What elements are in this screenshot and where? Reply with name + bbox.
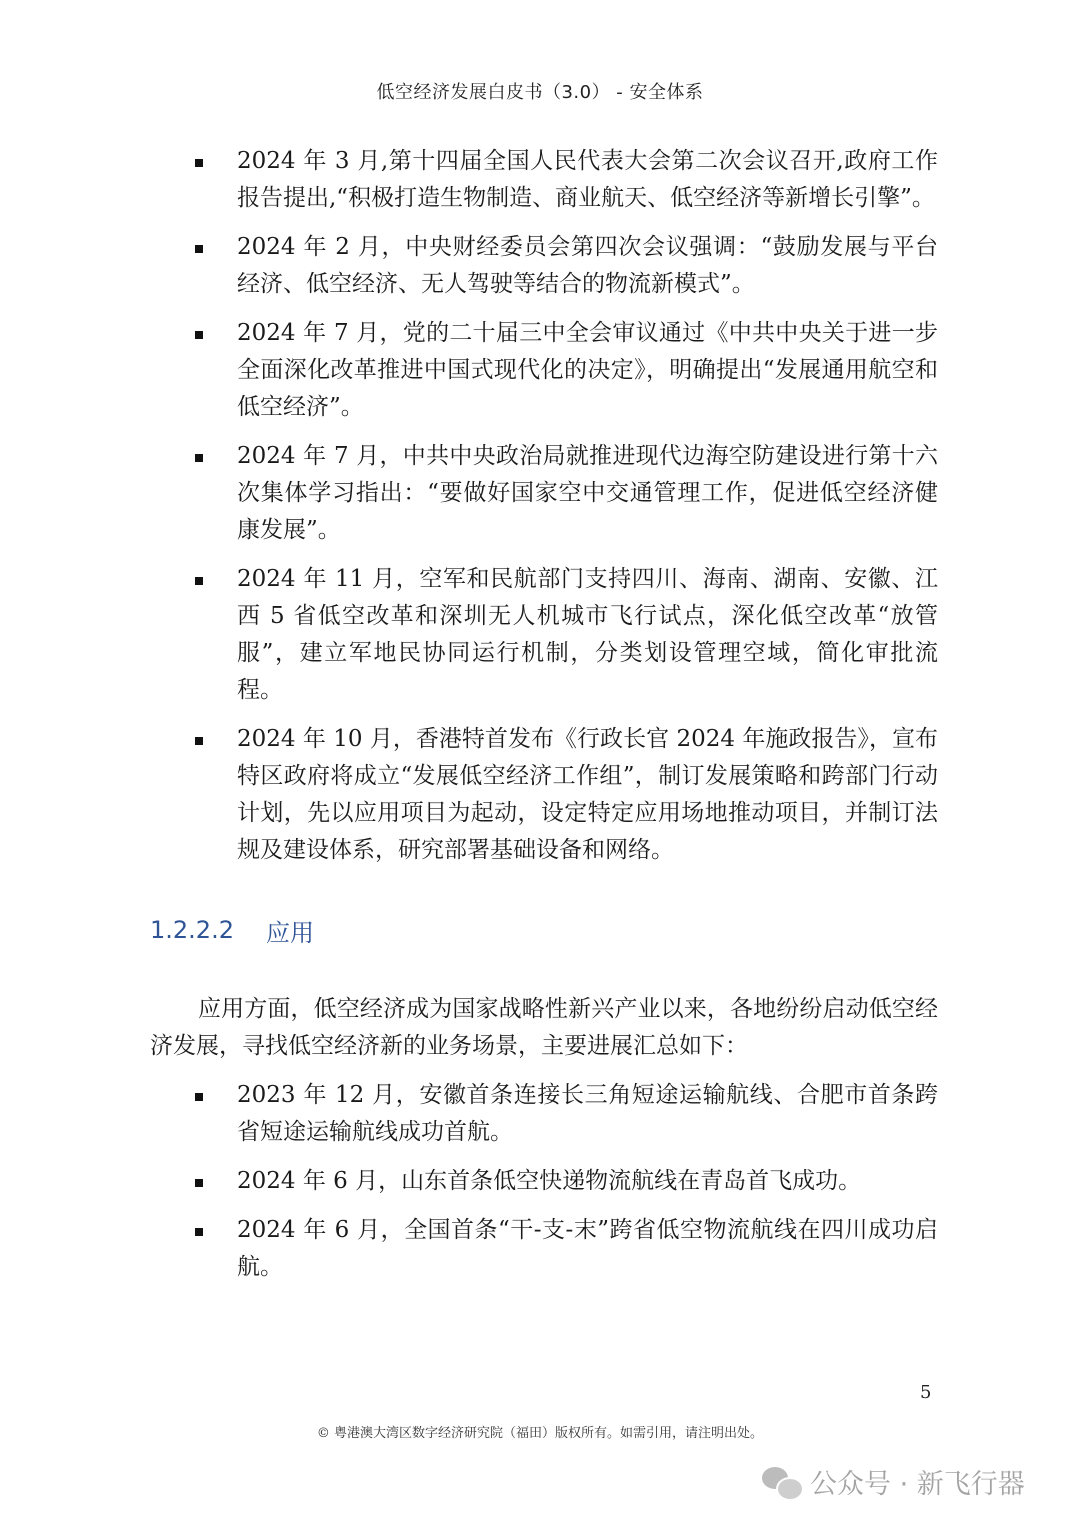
list-item bbox=[150, 1077, 938, 1151]
section-title: 应用 bbox=[266, 918, 314, 947]
intro-paragraph: 应用方面，低空经济成为国家战略性新兴产业以来，各地纷纷启动低空经济发展，寻找低空经济新的业务场景，主要进展汇总如下： bbox=[150, 996, 938, 1059]
square-bullet-icon bbox=[195, 159, 203, 167]
list-item bbox=[150, 438, 938, 549]
square-bullet-icon bbox=[195, 1093, 203, 1101]
list-item bbox=[150, 1212, 938, 1286]
list-item-text: 2023 年 12 月，安徽首条连接长三角短途运输航线、合肥市首条跨省短途运输航线成功首航。 bbox=[237, 1082, 938, 1145]
watermark-text: 公众号 · 新飞行器 bbox=[810, 1469, 1025, 1500]
square-bullet-icon bbox=[195, 454, 203, 462]
list-item-text: 2024 年 7 月，中共中央政治局就推进现代边海空防建设进行第十六次集体学习指出：“要做好国家空中交通管理工作，促进低空经济健康发展”。 bbox=[237, 443, 938, 543]
list-item-text: 2024 年 3 月,第十四届全国人民代表大会第二次会议召开,政府工作报告提出,“积极打造生物制造、商业航天、低空经济等新增长引擎”。 bbox=[237, 148, 938, 211]
application-list bbox=[150, 1077, 938, 1286]
page-content bbox=[150, 143, 938, 1298]
list-item bbox=[150, 561, 938, 709]
list-item bbox=[150, 229, 938, 303]
square-bullet-icon bbox=[195, 1179, 203, 1187]
watermark bbox=[762, 1462, 1025, 1501]
square-bullet-icon bbox=[195, 245, 203, 253]
square-bullet-icon bbox=[195, 331, 203, 339]
page-number: 5 bbox=[920, 1382, 932, 1403]
list-item bbox=[150, 143, 938, 217]
list-item-text: 2024 年 6 月，山东首条低空快递物流航线在青岛首飞成功。 bbox=[237, 1168, 862, 1194]
square-bullet-icon bbox=[195, 1228, 203, 1236]
section-number: 1.2.2.2 bbox=[150, 916, 234, 944]
list-item-text: 2024 年 6 月，全国首条“干-支-末”跨省低空物流航线在四川成功启航。 bbox=[237, 1217, 938, 1280]
policy-list bbox=[150, 143, 938, 869]
list-item bbox=[150, 721, 938, 869]
list-item bbox=[150, 315, 938, 426]
square-bullet-icon bbox=[195, 577, 203, 585]
copyright-notice: © 粤港澳大湾区数字经济研究院（福田）版权所有。如需引用，请注明出处。 bbox=[316, 1426, 764, 1441]
list-item bbox=[150, 1163, 938, 1200]
square-bullet-icon bbox=[195, 737, 203, 745]
list-item-text: 2024 年 2 月，中央财经委员会第四次会议强调：“鼓励发展与平台经济、低空经济、无人驾驶等结合的物流新模式”。 bbox=[237, 234, 938, 297]
page-header: 低空经济发展白皮书（3.0） - 安全体系 bbox=[376, 82, 704, 103]
list-item-text: 2024 年 7 月，党的二十届三中全会审议通过《中共中央关于进一步全面深化改革推进中国式现代化的决定》，明确提出“发展通用航空和低空经济”。 bbox=[237, 320, 938, 420]
list-item-text: 2024 年 10 月，香港特首发布《行政长官 2024 年施政报告》，宣布特区政府将成立“发展低空经济工作组”，制订发展策略和跨部门行动计划，先以应用项目为起动，设定特定应用场地推动项目，并制订法规及建设体系，研究部署基础设备和网络。 bbox=[237, 726, 938, 863]
list-item-text: 2024 年 11 月，空军和民航部门支持四川、海南、湖南、安徽、江西 5 省低空改革和深圳无人机城市飞行试点，深化低空改革“放管服”，建立军地民协同运行机制，分类划设管理空域，简化审批流程。 bbox=[237, 566, 938, 703]
section-heading bbox=[150, 913, 938, 947]
wechat-icon bbox=[762, 1465, 802, 1499]
